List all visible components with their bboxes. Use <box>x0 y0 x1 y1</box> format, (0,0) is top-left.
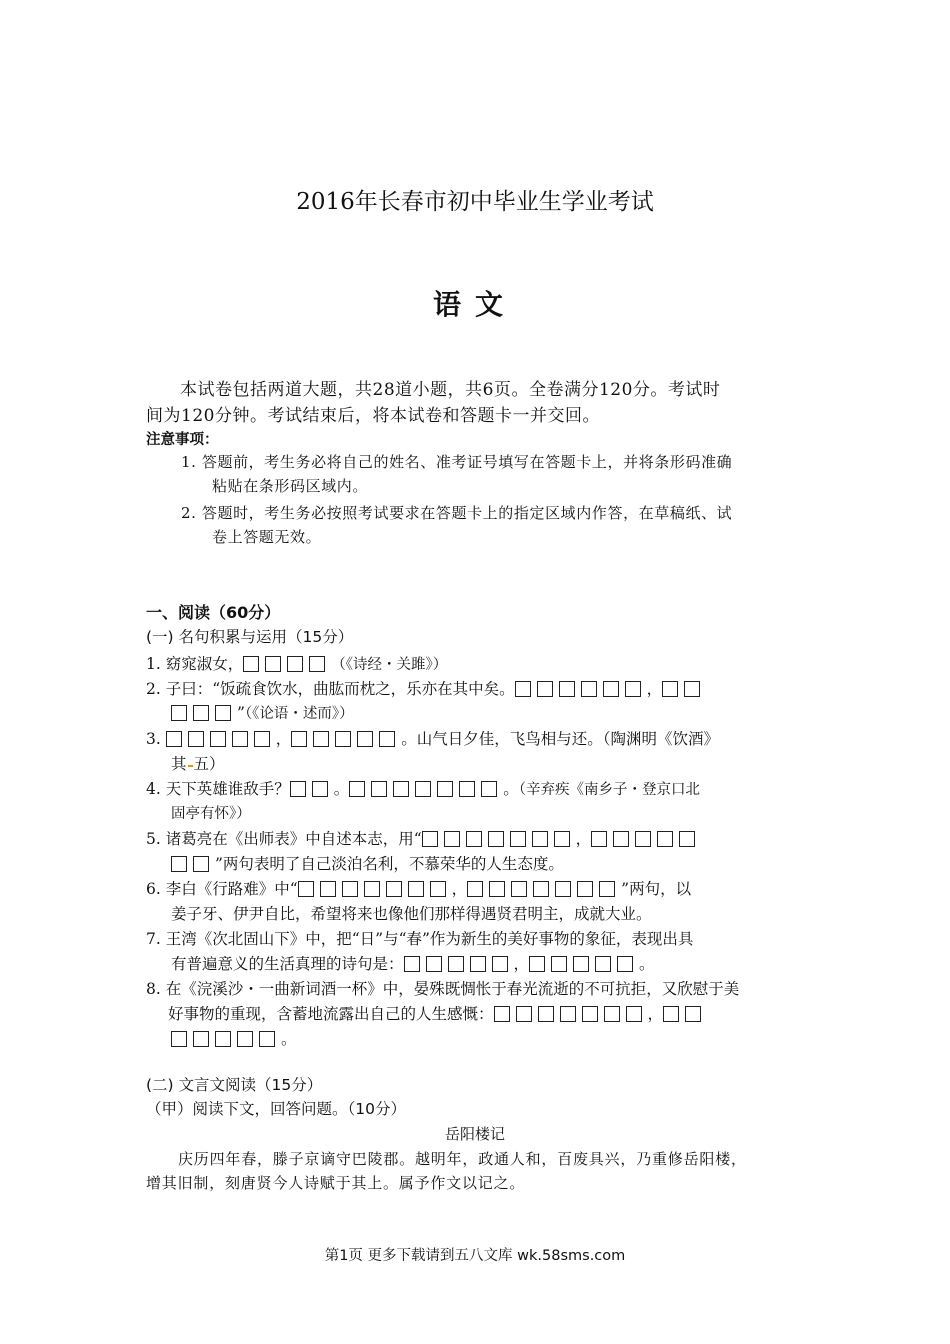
question-6 <box>146 877 691 901</box>
question-5-comma: ， <box>575 830 592 848</box>
edit-mark <box>188 765 193 767</box>
answer-boxes <box>243 656 331 676</box>
question-7-comma: ， <box>513 955 530 973</box>
question-5 <box>146 827 701 851</box>
question-1-source: （《诗经・关雎》） <box>331 657 448 673</box>
question-4-source: （辛弃疾《南乡子・登京口北 <box>518 782 700 798</box>
question-1 <box>146 652 447 676</box>
notice-item-1-cont: 粘贴在条形码区域内。 <box>212 477 369 495</box>
question-6-text: 6. 李白《行路难》中“ <box>146 880 298 898</box>
question-7-line2: 有普遍意义的生活真理的诗句是： <box>171 955 404 973</box>
question-5-cont <box>171 852 564 876</box>
section-reading-title: 一、阅读（60分） <box>146 603 281 622</box>
answer-boxes <box>467 881 621 901</box>
answer-boxes <box>529 956 639 976</box>
notice-label: 注意事项： <box>146 432 219 448</box>
question-2-source: （《论语・述而》） <box>244 706 354 722</box>
answer-boxes <box>349 781 503 801</box>
question-8-comma: ， <box>647 1005 664 1023</box>
question-2 <box>146 677 706 701</box>
question-6-cont: 姜子牙、伊尹自比，希望将来也像他们那样得遇贤君明主，成就大业。 <box>171 905 652 923</box>
question-8-cont <box>168 1002 707 1026</box>
question-3-cont <box>171 752 225 774</box>
notice-item-2: 2. 答题时，考生务必按照考试要求在答题卡上的指定区域内作答，在草稿纸、试 <box>181 504 733 522</box>
question-7-cont <box>171 952 655 976</box>
question-8-end: 。 <box>281 1030 297 1048</box>
question-8: 8. 在《浣溪沙・一曲新词酒一杯》中，晏殊既惆怅于春光流逝的不可抗拒，又欣慰于美 <box>146 980 740 998</box>
question-4-period: 。 <box>333 780 350 798</box>
question-2-comma: ， <box>646 680 663 698</box>
question-5-line2: ”两句表明了自己淡泊名利，不慕荣华的人生态度。 <box>215 855 564 873</box>
page-footer: 第1页 更多下载请到五八文库 wk.58sms.com <box>324 1248 626 1264</box>
notice-item-1: 1. 答题前，考生务必将自己的姓名、准考证号填写在答题卡上，并将条形码准确 <box>181 453 733 471</box>
question-2-cont <box>171 702 354 725</box>
answer-boxes <box>291 731 401 751</box>
question-3-line2a: 其 <box>171 755 187 773</box>
intro-line-2: 间为120分钟。考试结束后，将本试卷和答题卡一并交回。 <box>146 406 600 426</box>
question-5-text: 5. 诸葛亮在《出师表》中自述本志，用“ <box>146 830 422 848</box>
part-1-title: (一) 名句积累与运用（15分） <box>146 628 354 646</box>
answer-boxes <box>171 705 237 725</box>
answer-boxes <box>171 1031 281 1051</box>
question-7-end: 。 <box>639 955 655 973</box>
intro-line-1: 本试卷包括两道大题，共28道小题，共6页。全卷满分120分。考试时 <box>180 380 721 400</box>
question-2-text: 2. 子曰：“饭疏食饮水，曲肱而枕之，乐亦在其中矣。 <box>146 680 515 698</box>
notice-item-2-cont: 卷上答题无效。 <box>212 528 322 546</box>
answer-boxes <box>591 831 701 851</box>
question-3-comma: ， <box>275 730 292 748</box>
question-3 <box>146 727 719 751</box>
exam-title: 2016年长春市初中毕业生学业考试 <box>296 189 654 215</box>
passage-title: 岳阳楼记 <box>444 1125 505 1143</box>
question-4-text: 4. 天下英雄谁敌手？ <box>146 780 290 798</box>
question-6-comma: ， <box>451 880 468 898</box>
answer-boxes <box>290 781 334 801</box>
question-6-end: ”两句，以 <box>621 880 692 898</box>
passage-line-1: 庆历四年春，滕子京谪守巴陵郡。越明年，政通人和，百废具兴，乃重修岳阳楼， <box>178 1150 747 1168</box>
question-8-cont-2 <box>171 1027 297 1051</box>
question-7: 7. 王湾《次北固山下》中，把“日”与“春”作为新生的美好事物的象征，表现出具 <box>146 930 694 948</box>
question-2-close: ” <box>237 704 245 722</box>
answer-boxes <box>171 856 215 876</box>
question-1-text: 1. 窈窕淑女， <box>146 655 244 673</box>
question-3-line2b: 五） <box>193 755 225 773</box>
question-4-end: 。 <box>503 780 519 798</box>
subject-title: 语文 <box>432 288 517 321</box>
part-2-title: (二) 文言文阅读（15分） <box>146 1076 323 1094</box>
answer-boxes <box>662 681 706 701</box>
part-2-subtitle: （甲）阅读下文，回答问题。（10分） <box>146 1100 406 1118</box>
answer-boxes <box>663 1006 707 1026</box>
question-4 <box>146 777 700 801</box>
answer-boxes <box>404 956 514 976</box>
answer-boxes <box>166 731 276 751</box>
question-8-line2: 好事物的重现，含蓄地流露出自己的人生感慨： <box>168 1005 494 1023</box>
question-4-cont: 固亭有怀》） <box>171 806 251 822</box>
answer-boxes <box>494 1006 648 1026</box>
question-3-num: 3. <box>146 730 161 748</box>
answer-boxes <box>422 831 576 851</box>
question-3-text: 。山气日夕佳，飞鸟相与还。（陶渊明《饮酒》 <box>401 730 720 748</box>
answer-boxes <box>515 681 647 701</box>
answer-boxes <box>298 881 452 901</box>
passage-line-2: 增其旧制，刻唐贤今人诗赋于其上。属予作文以记之。 <box>146 1174 526 1192</box>
